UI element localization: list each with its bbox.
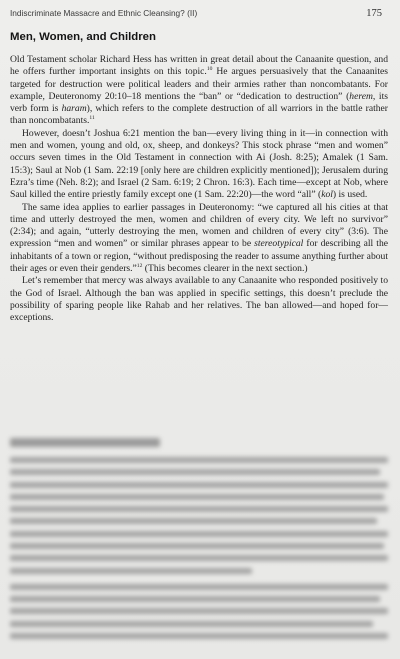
p1-text-a: Old Testament scholar Richard Hess has written in great detail about the Canaanite question, and he offers further important insights on this topic. xyxy=(10,54,388,78)
paragraph-1 xyxy=(10,54,388,128)
blurred-heading xyxy=(10,438,160,447)
p4-text-a: Let’s remember that mercy was always available to any Canaanite who responded positively to the God of Israel. Although the ban was applied in specific settings, this doesn’t preclude the possibility of sparing people like Rahab and her relatives. The ban allowed—and hoped for—exceptions. xyxy=(10,275,388,324)
p1-text-c: , its verb form is xyxy=(10,90,388,115)
blurred-line xyxy=(10,596,380,602)
page-number: 175 xyxy=(366,8,382,19)
blurred-line xyxy=(10,543,384,549)
blurred-line xyxy=(10,568,252,574)
paragraph-3 xyxy=(10,202,388,276)
blurred-line xyxy=(10,531,388,537)
footnote-ref-11[interactable]: 11 xyxy=(89,115,95,122)
section-heading: Men, Women, and Children xyxy=(10,31,156,43)
term-stereotypical: stereotypical xyxy=(254,238,304,250)
term-herem: herem xyxy=(349,90,373,102)
blurred-line xyxy=(10,608,388,614)
p2-text-b: ) is used. xyxy=(332,189,368,201)
blurred-line xyxy=(10,494,384,500)
blurred-line xyxy=(10,555,388,561)
p3-text-b: for describing all the inhabitants of a town or region, “without predisposing the reader to assume anything further about their ages or even their genders.” xyxy=(10,238,388,275)
blurred-text-region xyxy=(10,438,388,645)
running-header xyxy=(10,8,382,22)
blurred-line xyxy=(10,621,373,627)
p1-text-b: He argues persuasively that the Canaanites targeted for destruction were political leaders and their armies rather than noncombatants. For example, Deuteronomy 20:10–18 mentions the “ban” or “dedication to destruction” ( xyxy=(10,66,389,102)
p2-text-a: However, doesn’t Joshua 6:21 mention the ban—every living thing in it—in connection with men and women, young and old, ox, sheep, and donkeys? This stock phrase “men and women” occurs seven times in the Old Testament in connection with Ai (Josh. 8:25); Amalek (1 Sam. 15:3); Saul at Nob (1 Sam. 22:19 [only here are children explicitly mentioned]); Jerusalem during Ezra’s time (Neh. 8:2); and Israel (2 Sam. 6:19; 2 Chron. 16:3). Each time—except at Nob, where Saul killed the entire priestly family except one (1 Sam. 22:20)—the word “all” ( xyxy=(10,127,388,201)
blurred-line xyxy=(10,469,380,475)
paragraph-2 xyxy=(10,128,388,202)
footnote-ref-10[interactable]: 10 xyxy=(206,66,213,73)
p3-text-c: (This becomes clearer in the next section.) xyxy=(142,263,308,275)
blurred-line xyxy=(10,482,388,488)
p1-text-d: ), which refers to the complete destruction of all warriors in the battle rather than noncombatants. xyxy=(10,103,388,127)
blurred-line xyxy=(10,457,388,463)
term-haram: haram xyxy=(61,103,87,115)
blurred-line xyxy=(10,633,388,639)
blurred-line xyxy=(10,518,377,524)
footnote-ref-12[interactable]: 12 xyxy=(136,263,143,270)
paragraph-4 xyxy=(10,275,388,324)
running-title: Indiscriminate Massacre and Ethnic Cleansing? (II) xyxy=(10,8,198,18)
blurred-line xyxy=(10,506,388,512)
term-kol: kol xyxy=(321,189,333,201)
body-text xyxy=(10,54,388,325)
p3-text-a: The same idea applies to earlier passages in Deuteronomy: “we captured all his cities at that time and utterly destroyed the men, women and children of every city. We left no survivor” (2:34); and again, “utterly destroying the men, women and children of every city” (3:6). The expression “men and women” or similar phrases appear to be xyxy=(10,201,388,250)
blurred-line xyxy=(10,584,388,590)
